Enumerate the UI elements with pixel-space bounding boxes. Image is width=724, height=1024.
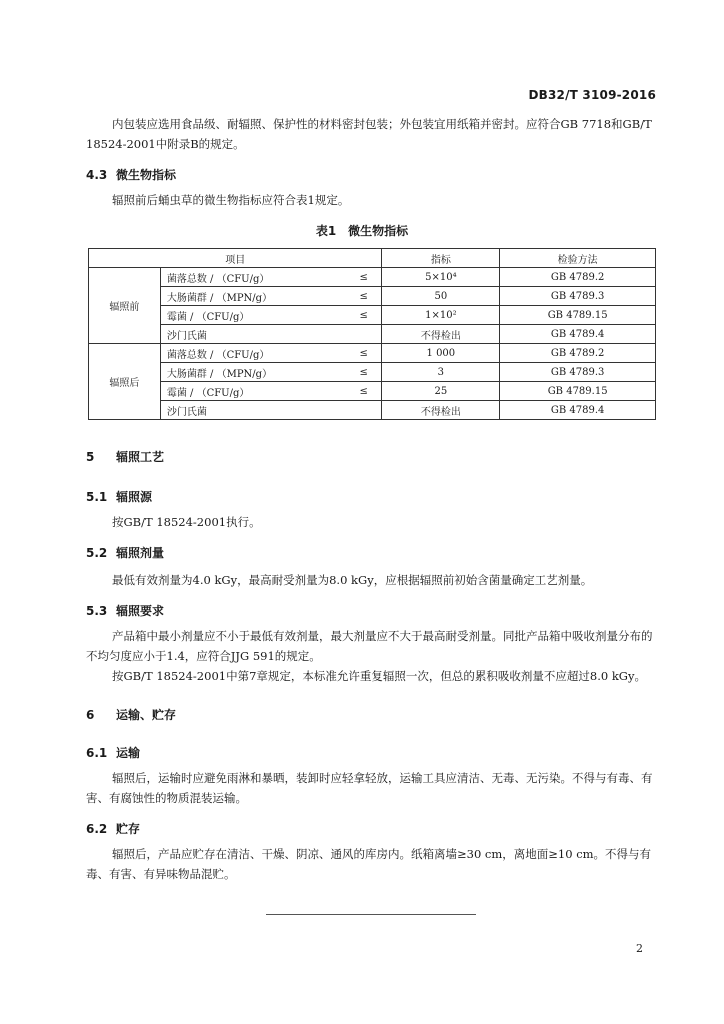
section-4-3-paragraph: 辐照前后蛹虫草的微生物指标应符合表1规定。 [112, 193, 350, 207]
table-row [89, 344, 656, 363]
end-rule [266, 914, 476, 915]
row-item-name: 大肠菌群 / （MPN/g） [160, 363, 346, 382]
section-number: 5.1 [86, 490, 108, 504]
table-row [89, 325, 656, 344]
table-caption-title: 微生物指标 [348, 224, 409, 238]
row-item-name: 沙门氏菌 [160, 325, 382, 344]
section-title: 辐照工艺 [116, 450, 165, 464]
row-method: GB 4789.3 [500, 287, 656, 306]
row-item-name: 霉菌 / （CFU/g） [160, 382, 346, 401]
section-title: 运输、贮存 [116, 708, 177, 722]
row-le: ≤ [346, 306, 382, 325]
row-limit: 不得检出 [382, 325, 500, 344]
row-limit: 3 [382, 363, 500, 382]
row-limit: 不得检出 [382, 401, 500, 420]
table-row [89, 287, 656, 306]
section-5-2-paragraph: 最低有效剂量为4.0 kGy，最高耐受剂量为8.0 kGy，应根据辐照前初始含菌量确定工艺剂量。 [112, 573, 593, 587]
row-method: GB 4789.2 [500, 268, 656, 287]
row-item-name: 沙门氏菌 [160, 401, 382, 420]
section-number: 6.2 [86, 822, 108, 836]
header-limit: 指标 [382, 249, 500, 268]
group-label: 辐照前 [89, 268, 161, 344]
table-caption-number: 表1 [315, 224, 337, 238]
table-header-row [89, 249, 656, 268]
row-le: ≤ [346, 344, 382, 363]
header-method: 检验方法 [500, 249, 656, 268]
row-limit: 50 [382, 287, 500, 306]
table-row [89, 363, 656, 382]
row-le: ≤ [346, 363, 382, 382]
section-title: 运输 [116, 746, 141, 760]
section-6-1-paragraph: 辐照后，运输时应避免雨淋和暴晒，装卸时应轻拿轻放，运输工具应清洁、无毒、无污染。不得与有毒、有害、有腐蚀性的物质混装运输。 [86, 771, 653, 805]
row-item-name: 菌落总数 / （CFU/g） [160, 268, 346, 287]
row-method: GB 4789.15 [500, 306, 656, 325]
section-title: 微生物指标 [116, 168, 177, 182]
section-5-2-heading [86, 544, 164, 561]
section-5-1-paragraph: 按GB/T 18524-2001执行。 [112, 515, 261, 529]
microbiology-table [88, 248, 656, 420]
section-title: 辐照剂量 [116, 546, 165, 560]
row-le: ≤ [346, 268, 382, 287]
row-limit: 25 [382, 382, 500, 401]
section-5-3-paragraph-a: 产品箱中最小剂量应不小于最低有效剂量，最大剂量应不大于最高耐受剂量。同批产品箱中吸收剂量分布的不均匀度应小于1.4，应符合JJG 591的规定。 [86, 629, 653, 663]
row-method: GB 4789.4 [500, 325, 656, 344]
packaging-paragraph: 内包装应选用食品级、耐辐照、保护性的材料密封包装；外包装宜用纸箱并密封。应符合GB 7718和GB/T 18524-2001中附录B的规定。 [86, 117, 652, 151]
table-row [89, 306, 656, 325]
section-number: 4.3 [86, 168, 108, 182]
row-limit: 1 000 [382, 344, 500, 363]
section-6-2-heading [86, 820, 140, 837]
table-row [89, 268, 656, 287]
row-method: GB 4789.15 [500, 382, 656, 401]
section-6-1-heading [86, 744, 140, 761]
section-6-2-paragraph: 辐照后，产品应贮存在清洁、干燥、阴凉、通风的库房内。纸箱离墙≥30 cm，离地面≥10 cm。不得与有毒、有害、有异味物品混贮。 [86, 847, 652, 881]
row-method: GB 4789.3 [500, 363, 656, 382]
row-method: GB 4789.2 [500, 344, 656, 363]
section-title: 贮存 [116, 822, 141, 836]
section-4-3-heading [86, 166, 176, 183]
section-number: 5.2 [86, 546, 108, 560]
section-5-heading [86, 448, 164, 465]
row-limit: 5×10⁴ [382, 268, 500, 287]
row-le: ≤ [346, 382, 382, 401]
section-number: 5.3 [86, 604, 108, 618]
table-caption [0, 222, 724, 239]
row-le: ≤ [346, 287, 382, 306]
group-label: 辐照后 [89, 344, 161, 420]
page-number: 2 [636, 942, 643, 955]
section-5-1-heading [86, 488, 152, 505]
row-item-name: 菌落总数 / （CFU/g） [160, 344, 346, 363]
document-id: DB32/T 3109-2016 [528, 88, 656, 102]
section-6-heading [86, 706, 176, 723]
row-method: GB 4789.4 [500, 401, 656, 420]
section-number: 6 [86, 708, 95, 722]
section-number: 5 [86, 450, 95, 464]
row-item-name: 大肠菌群 / （MPN/g） [160, 287, 346, 306]
table-row [89, 382, 656, 401]
row-item-name: 霉菌 / （CFU/g） [160, 306, 346, 325]
section-title: 辐照源 [116, 490, 153, 504]
section-5-3-paragraph-b: 按GB/T 18524-2001中第7章规定，本标准允许重复辐照一次，但总的累积吸收剂量不应超过8.0 kGy。 [112, 669, 646, 683]
section-title: 辐照要求 [116, 604, 165, 618]
header-item: 项目 [89, 249, 382, 268]
row-limit: 1×10² [382, 306, 500, 325]
table-row [89, 401, 656, 420]
section-5-3-heading [86, 602, 164, 619]
section-number: 6.1 [86, 746, 108, 760]
